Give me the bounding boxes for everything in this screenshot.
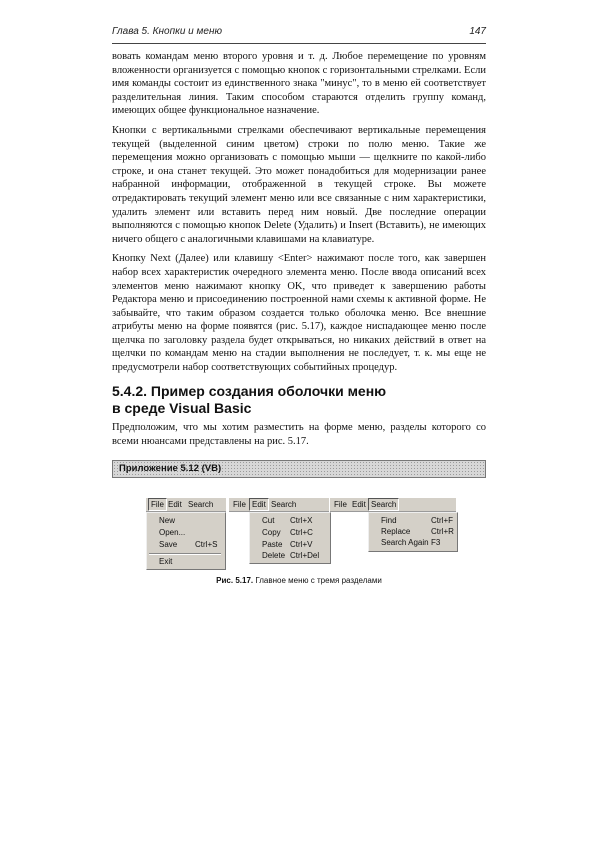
menu-item-delete[interactable]: Delete Ctrl+Del <box>262 551 320 560</box>
file-dropdown <box>146 512 226 570</box>
section-intro <box>112 421 486 448</box>
menu-item-exit[interactable]: Exit <box>159 557 173 566</box>
menu-edit[interactable]: Edit <box>352 500 366 509</box>
menu-item-cut[interactable]: Cut Ctrl+X <box>262 516 313 525</box>
edit-dropdown <box>249 512 331 564</box>
paragraph: Кнопку Next (Далее) или клавишу <Enter> нажимают после того, как завершен набор всех характеристик очередного элемента меню. После ввода описаний всех элементов меню нажимают кнопку OK, что приведет к завершению работы Редактора меню и присоединению построенной нами схемы к активной форме. Не забывайте, что таким образом создается только оболочка меню. Все внешние атрибуты меню на форме появятся (рис. 5.17), каждое ниспадающее меню после щелчка по заголовку раздела будет открываться, но никаких действий в ответ на щелчки по командам меню на стадии выполнения не последует, т. к. мы еще не предусмотрели набор соответствующих событийных процедур. <box>112 253 486 374</box>
section-heading <box>112 383 486 417</box>
menu-file[interactable]: File <box>233 500 246 509</box>
menubar <box>229 498 329 512</box>
page-header <box>112 26 486 42</box>
caption-text: Главное меню с тремя разделами <box>255 576 382 585</box>
listing-label: Приложение 5.12 (VB) <box>119 463 222 474</box>
menu-search[interactable]: Search <box>271 500 297 509</box>
body-text <box>112 50 486 381</box>
menubar <box>146 498 226 512</box>
menu-item-copy[interactable]: Copy Ctrl+C <box>262 528 313 537</box>
menubar <box>330 498 456 512</box>
menu-item-open[interactable]: Open... <box>159 528 186 537</box>
menu-item-replace[interactable]: Replace Ctrl+R <box>381 527 454 536</box>
menu-edit[interactable]: Edit <box>249 498 269 511</box>
menu-edit[interactable]: Edit <box>168 500 182 509</box>
paragraph: Предположим, что мы хотим разместить на форме меню, разделы которого со всеми нюансами представлены на рис. 5.17. <box>112 422 486 447</box>
menu-search[interactable]: Search <box>368 498 399 511</box>
header-divider <box>112 43 486 44</box>
paragraph: Кнопки с вертикальными стрелками обеспечивают вертикальные перемещения текущей (выделенной синим цветом) строки по полю меню. Такие же перемещения можно организовать с помощью мыши — щелкните по какой-либо строке, и она станет текущей. Это может понадобиться для модернизации ранее набранной информации, отображенной в текущей строке. Вы можете отредактировать текущий элемент меню или все связанные с ним характеристики, удалить элемент или вставить перед ним новый. Две последние операции выполняются с помощью кнопок Delete (Удалить) и Insert (Вставить), не имеющих ничего общего с аналогичными клавишами на клавиатуре. <box>112 124 486 245</box>
menu-item-paste[interactable]: Paste Ctrl+V <box>262 540 313 549</box>
menu-file[interactable]: File <box>148 498 167 511</box>
caption-label: Рис. 5.17. <box>216 576 254 585</box>
menu-item-new[interactable]: New <box>159 516 176 525</box>
page-number: 147 <box>469 26 486 37</box>
menu-item-save[interactable]: Save Ctrl+S <box>159 540 218 549</box>
figure-caption <box>112 576 486 585</box>
paragraph: вовать командам меню второго уровня и т. д. Любое перемещение по уровням вложенности организуется с помощью кнопок с горизонтальными стрелками. Если имя команды состоит из единственного знака "минус", то в меню ей соответствует разделительная линия. Таким способом стараются отделить группу команд, имеющих общее функциональное назначение. <box>112 51 486 117</box>
menu-item-find[interactable]: Find Ctrl+F <box>381 516 453 525</box>
menu-file[interactable]: File <box>334 500 347 509</box>
listing-bar <box>112 460 486 478</box>
menu-item-search-again[interactable]: Search Again F3 <box>381 538 441 547</box>
menu-separator <box>149 553 221 555</box>
menu-search[interactable]: Search <box>188 500 214 509</box>
section-heading-line1: 5.4.2. Пример создания оболочки меню <box>112 383 387 399</box>
section-heading-line2: в среде Visual Basic <box>112 400 252 416</box>
chapter-title: Глава 5. Кнопки и меню <box>112 26 222 37</box>
search-dropdown <box>368 512 458 552</box>
